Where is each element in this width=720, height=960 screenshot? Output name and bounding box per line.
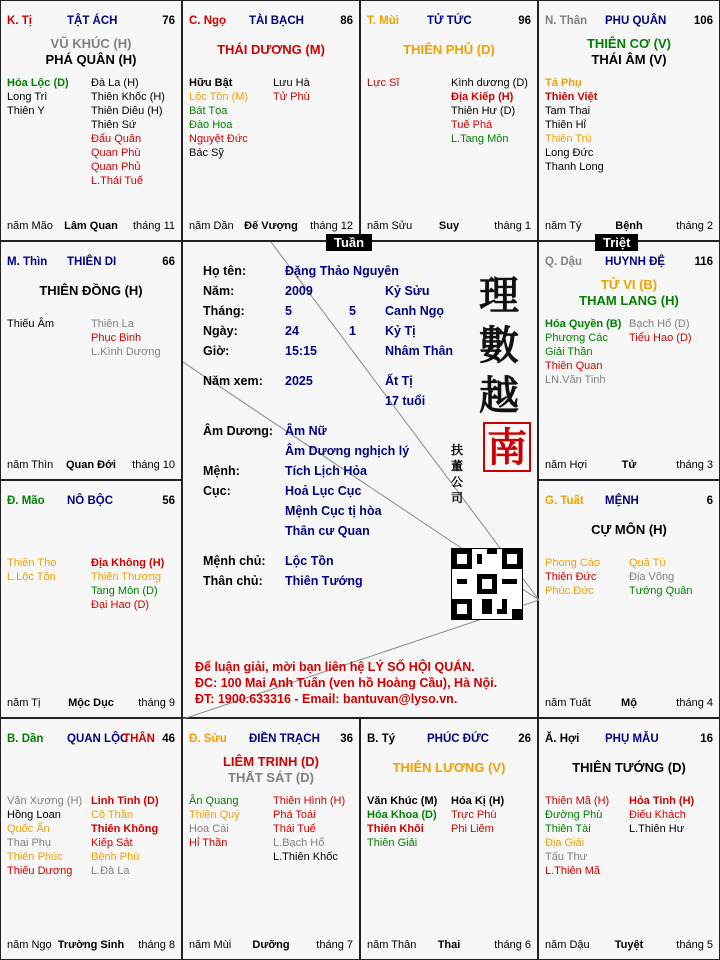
footer-year: năm Tý bbox=[545, 220, 582, 232]
palace-cell[interactable] bbox=[538, 718, 720, 960]
palace-house: TÀI BẠCH bbox=[249, 15, 304, 27]
palace-number: 46 bbox=[162, 733, 175, 745]
name-label: Họ tên: bbox=[203, 264, 247, 278]
menhchu-label: Mệnh chủ: bbox=[203, 554, 266, 568]
star-item: Thiên Thương bbox=[91, 571, 162, 583]
footer-stage: Trường Sinh bbox=[57, 939, 125, 951]
star-item: Tuế Phá bbox=[451, 119, 493, 131]
star-item: Thiên Hư (D) bbox=[451, 105, 516, 117]
star-item: Quan Phù bbox=[91, 147, 141, 159]
star-list-left bbox=[367, 794, 437, 850]
amduong-label: Âm Dương: bbox=[203, 424, 274, 438]
seal-small-text: 扶董公司 bbox=[451, 443, 464, 505]
name-value: Đặng Thảo Nguyên bbox=[285, 264, 399, 278]
palace-house: TẬT ÁCH bbox=[67, 15, 118, 27]
footer-stage: Suy bbox=[438, 220, 460, 232]
star-list-left bbox=[7, 317, 54, 331]
footer-stage: Tuyệt bbox=[614, 939, 644, 951]
star-item: Đường Phù bbox=[545, 809, 603, 821]
palace-house: PHU QUÂN bbox=[605, 15, 667, 27]
star-item: Văn Xương (H) bbox=[7, 795, 83, 807]
palace-header bbox=[367, 733, 531, 747]
contact-line-2: ĐC: 100 Mai Anh Tuấn (ven hồ Hoàng Cầu), Hà Nội. bbox=[195, 676, 498, 690]
palace-footer bbox=[367, 218, 531, 232]
star-item: L.Đà La bbox=[91, 865, 130, 877]
star-item: Thiên Khôi bbox=[367, 823, 424, 835]
qr-code-graphic bbox=[452, 549, 522, 619]
star-list-left bbox=[189, 76, 248, 160]
star-item: Bạch Hổ (D) bbox=[629, 318, 690, 330]
amduong-note: Âm Dương nghịch lý bbox=[285, 444, 410, 458]
palace-cell[interactable] bbox=[538, 0, 720, 241]
star-item: Phượng Các bbox=[545, 332, 608, 344]
star-item: Địa Giải bbox=[545, 837, 585, 849]
star-item: Thiên Hỉ bbox=[545, 119, 586, 131]
star-item: Linh Tinh (D) bbox=[91, 795, 159, 807]
footer-month: tháng 8 bbox=[138, 939, 175, 951]
star-list-left bbox=[7, 556, 56, 584]
palace-branch: Ă. Hợi bbox=[545, 733, 580, 745]
qr-code-icon[interactable] bbox=[451, 548, 523, 620]
palace-number: 106 bbox=[693, 15, 713, 27]
star-list-left bbox=[367, 76, 399, 90]
star-item: Thiên Quan bbox=[545, 360, 603, 372]
palace-house: THIÊN DI bbox=[67, 256, 117, 268]
main-star: THIÊN LƯƠNG (V) bbox=[392, 760, 506, 775]
palace-footer bbox=[7, 457, 175, 471]
footer-year: năm Thìn bbox=[7, 459, 54, 471]
month-value: 5 bbox=[285, 304, 292, 318]
palace-number: 66 bbox=[162, 256, 175, 268]
star-item: Thiên Khốc (H) bbox=[91, 91, 165, 103]
day-value: 24 bbox=[285, 324, 299, 338]
than-cu: Thân cư Quan bbox=[285, 524, 370, 538]
palace-header bbox=[545, 256, 713, 270]
palace-branch: N. Thân bbox=[545, 15, 588, 27]
star-item: Phúc Đức bbox=[545, 585, 594, 597]
star-item: Thiên Hình (H) bbox=[273, 795, 346, 807]
main-star: CỰ MÔN (H) bbox=[591, 522, 667, 537]
star-item: Địa Không (H) bbox=[91, 557, 165, 569]
palace-header bbox=[545, 495, 713, 509]
palace-cell[interactable] bbox=[0, 241, 182, 480]
star-list-left bbox=[7, 76, 69, 118]
palace-number: 6 bbox=[706, 495, 713, 507]
view-year-value: 2025 bbox=[285, 374, 313, 388]
contact-line-1: Để luận giải, mời bạn liên hệ LÝ SỐ HỘI QUÁN. bbox=[195, 660, 475, 674]
star-item: Phong Cáo bbox=[545, 557, 601, 569]
star-list-right bbox=[91, 317, 161, 359]
main-star: THÁI ÂM (V) bbox=[591, 52, 667, 67]
palace-branch: Đ. Mão bbox=[7, 495, 45, 507]
footer-month: tháng 5 bbox=[676, 939, 713, 951]
palace-footer bbox=[7, 937, 175, 951]
palace-number: 116 bbox=[694, 256, 713, 268]
star-list-right bbox=[451, 794, 504, 836]
palace-footer bbox=[189, 218, 353, 232]
footer-year: năm Thân bbox=[367, 939, 417, 951]
palace-cell[interactable] bbox=[538, 241, 720, 480]
palace-branch: B. Dần bbox=[7, 733, 44, 745]
footer-year: năm Tuất bbox=[545, 697, 591, 709]
star-item: L.Thiên Mã bbox=[545, 865, 601, 877]
star-item: Văn Khúc (M) bbox=[367, 795, 438, 807]
star-item: Kiếp Sát bbox=[91, 837, 133, 849]
palace-branch: B. Tý bbox=[367, 733, 396, 745]
palace-footer bbox=[189, 937, 353, 951]
star-item: Thiên Thọ bbox=[7, 557, 57, 569]
footer-month: tháng 10 bbox=[132, 459, 175, 471]
thanchu-label: Thân chủ: bbox=[203, 574, 263, 588]
main-star: THIÊN CƠ (V) bbox=[586, 36, 672, 51]
footer-month: tháng 7 bbox=[316, 939, 353, 951]
footer-year: năm Dần bbox=[189, 220, 234, 232]
amduong-value: Âm Nữ bbox=[285, 424, 327, 438]
star-item: Lộc Tồn (M) bbox=[189, 91, 249, 103]
palace-number: 16 bbox=[700, 733, 713, 745]
palace-footer bbox=[367, 937, 531, 951]
star-list-right bbox=[91, 556, 164, 612]
main-star: VŨ KHÚC (H) bbox=[50, 36, 132, 51]
year-can: Kỷ Sửu bbox=[385, 284, 430, 298]
star-item: Địa Võng bbox=[629, 571, 675, 583]
footer-stage: Quan Đới bbox=[66, 459, 116, 471]
footer-stage: Bệnh bbox=[615, 220, 643, 232]
palace-footer bbox=[545, 937, 713, 951]
star-item: Cô Thần bbox=[91, 809, 133, 821]
palace-header bbox=[7, 495, 175, 509]
star-item: L.Thiên Hư bbox=[629, 823, 685, 835]
star-item: Hóa Lộc (D) bbox=[7, 77, 69, 89]
year-value: 2009 bbox=[285, 284, 313, 298]
star-item: Bệnh Phù bbox=[91, 851, 140, 863]
palace-header bbox=[189, 733, 353, 747]
tuan-tag: Tuần bbox=[326, 234, 372, 251]
star-item: Ân Quang bbox=[189, 795, 239, 807]
palace-header bbox=[367, 15, 531, 29]
palace-cell[interactable] bbox=[360, 718, 538, 960]
star-item: Nguyệt Đức bbox=[189, 133, 248, 145]
footer-stage: Đế Vượng bbox=[244, 220, 298, 232]
star-item: Thai Phụ bbox=[7, 837, 52, 849]
view-year-label: Năm xem: bbox=[203, 374, 263, 388]
star-item: Bát Tọa bbox=[189, 105, 228, 117]
star-list-right bbox=[629, 794, 694, 836]
star-item: Tả Phụ bbox=[545, 77, 582, 89]
main-star: PHÁ QUÂN (H) bbox=[45, 52, 137, 67]
star-item: Tử Phù bbox=[273, 91, 310, 103]
palace-cell[interactable] bbox=[0, 718, 182, 960]
star-item: Thiên Y bbox=[7, 105, 45, 117]
star-item: Đẩu Quân bbox=[91, 133, 142, 145]
main-star: THẤT SÁT (D) bbox=[228, 770, 314, 785]
palace-house: HUYNH ĐỆ bbox=[605, 256, 666, 268]
palace-cell[interactable] bbox=[538, 480, 720, 718]
footer-stage: Thai bbox=[437, 939, 461, 951]
star-item: LN.Văn Tinh bbox=[545, 374, 606, 386]
star-item: Thiên Đức bbox=[545, 571, 597, 583]
palace-branch: G. Tuất bbox=[545, 495, 584, 507]
star-item: Lưu Hà bbox=[273, 77, 310, 89]
footer-month: tháng 6 bbox=[494, 939, 531, 951]
star-item: Phá Toái bbox=[273, 809, 316, 821]
footer-year: năm Mão bbox=[7, 220, 53, 232]
star-list-left bbox=[189, 794, 240, 850]
palace-number: 76 bbox=[162, 15, 175, 27]
star-item: Hóa Quyền (B) bbox=[545, 318, 622, 330]
star-list-left bbox=[545, 794, 609, 878]
hour-value: 15:15 bbox=[285, 344, 317, 358]
age-value: 17 tuổi bbox=[385, 394, 426, 408]
star-item: Thiên Quý bbox=[189, 809, 240, 821]
triet-tag: Triệt bbox=[595, 234, 638, 251]
cuc-label: Cục: bbox=[203, 484, 231, 498]
main-star: LIÊM TRINH (D) bbox=[222, 754, 320, 769]
star-item: Thiên Việt bbox=[545, 91, 598, 103]
star-item: Hóa Khoa (D) bbox=[367, 809, 437, 821]
palace-house: PHỤ MẪU bbox=[605, 733, 659, 745]
palace-cell[interactable] bbox=[360, 0, 538, 241]
palace-number: 56 bbox=[162, 495, 175, 507]
palace-footer bbox=[7, 218, 175, 232]
star-item: L.Tang Môn bbox=[451, 133, 509, 145]
star-item: Hồng Loan bbox=[7, 809, 61, 821]
star-item: Quốc Ấn bbox=[7, 823, 50, 835]
star-list-right bbox=[273, 76, 310, 104]
hour-can: Nhâm Thân bbox=[385, 344, 454, 358]
star-item: Hoa Cái bbox=[189, 823, 229, 835]
palace-number: 36 bbox=[340, 733, 353, 745]
palace-house: NÔ BỘC bbox=[67, 495, 113, 507]
year-label: Năm: bbox=[203, 284, 235, 298]
seal-char-4: 南 bbox=[483, 422, 531, 472]
star-item: Điếu Khách bbox=[629, 809, 686, 821]
main-star: THAM LANG (H) bbox=[579, 293, 679, 308]
palace-branch: Q. Dậu bbox=[545, 256, 583, 268]
star-item: Hữu Bật bbox=[189, 77, 233, 89]
day-can: Kỷ Tị bbox=[385, 324, 416, 338]
star-item: Lực Sĩ bbox=[367, 77, 400, 89]
day-lunar: 1 bbox=[349, 324, 356, 338]
day-label: Ngày: bbox=[203, 324, 238, 338]
star-item: Bác Sỹ bbox=[189, 147, 224, 159]
palace-number: 86 bbox=[340, 15, 353, 27]
contact-line-3: ĐT: 1900.633316 - Email: bantuvan@lyso.vn. bbox=[195, 692, 458, 706]
seal-char-2: 數 bbox=[479, 322, 519, 369]
palace-house: TỬ TỨC bbox=[427, 15, 472, 27]
footer-stage: Tử bbox=[621, 459, 637, 471]
cuc-note: Mệnh Cục tị hòa bbox=[285, 504, 382, 518]
star-list-right bbox=[273, 794, 345, 864]
footer-stage: Dưỡng bbox=[252, 939, 290, 951]
footer-month: tháng 2 bbox=[676, 220, 713, 232]
star-item: Tam Thai bbox=[545, 105, 591, 117]
palace-branch: C. Ngọ bbox=[189, 15, 227, 27]
footer-year: năm Hợi bbox=[545, 459, 588, 471]
star-item: Phi Liêm bbox=[451, 823, 494, 835]
footer-month: tháng 11 bbox=[132, 220, 175, 232]
footer-stage: Lâm Quan bbox=[64, 220, 118, 232]
star-item: Thái Tuế bbox=[273, 823, 316, 835]
menh-label: Mệnh: bbox=[203, 464, 240, 478]
footer-year: năm Tị bbox=[7, 697, 41, 709]
star-item: L.Bạch Hổ bbox=[273, 837, 325, 849]
star-item: Thiếu Dương bbox=[7, 865, 73, 877]
star-item: Thiên Giải bbox=[367, 837, 418, 849]
star-item: Phục Binh bbox=[91, 332, 142, 344]
star-item: Thiên Mã (H) bbox=[545, 795, 610, 807]
month-can: Canh Ngọ bbox=[385, 304, 445, 318]
palace-header bbox=[7, 256, 175, 270]
star-list-right bbox=[629, 556, 693, 598]
palace-footer bbox=[545, 457, 713, 471]
footer-stage: Mộc Dục bbox=[68, 697, 114, 709]
star-item: Thiên Phúc bbox=[7, 851, 63, 863]
main-star: TỬ VI (B) bbox=[600, 277, 658, 292]
palace-house: QUAN LỘC bbox=[67, 733, 129, 745]
footer-stage: Mộ bbox=[621, 697, 637, 709]
star-item: Thiếu Âm bbox=[7, 318, 55, 330]
main-star: THÁI DƯƠNG (M) bbox=[217, 42, 325, 57]
menh-value: Tích Lịch Hỏa bbox=[285, 464, 367, 478]
star-list-left bbox=[545, 556, 600, 598]
seal-char-1: 理 bbox=[479, 272, 519, 319]
seal-char-3: 越 bbox=[479, 372, 519, 419]
thanchu-value: Thiên Tướng bbox=[285, 574, 363, 588]
palace-than-marker: THÂN bbox=[123, 733, 155, 745]
footer-month: tháng 4 bbox=[676, 697, 713, 709]
star-item: Long Trì bbox=[7, 91, 48, 103]
star-item: Tiểu Hao (D) bbox=[629, 332, 692, 344]
star-item: Long Đức bbox=[545, 147, 594, 159]
palace-footer bbox=[7, 695, 175, 709]
star-item: Kình dương (D) bbox=[451, 77, 528, 89]
star-item: L.Lộc Tồn bbox=[7, 571, 56, 583]
star-item: Địa Kiếp (H) bbox=[451, 91, 514, 103]
star-item: Tang Môn (D) bbox=[91, 585, 158, 597]
month-lunar: 5 bbox=[349, 304, 356, 318]
star-item: Quả Tú bbox=[629, 557, 666, 569]
month-label: Tháng: bbox=[203, 304, 245, 318]
star-item: Thiên Tài bbox=[545, 823, 591, 835]
center-info-panel bbox=[182, 241, 538, 718]
star-item: Hóa Kị (H) bbox=[451, 795, 505, 807]
footer-year: năm Mùi bbox=[189, 939, 232, 951]
footer-month: tháng 9 bbox=[138, 697, 175, 709]
palace-house: PHÚC ĐỨC bbox=[427, 733, 489, 745]
footer-year: năm Dậu bbox=[545, 939, 590, 951]
palace-footer bbox=[545, 218, 713, 232]
star-item: Quan Phủ bbox=[91, 161, 141, 173]
star-list-right bbox=[451, 76, 528, 146]
star-list-left bbox=[545, 76, 604, 174]
palace-branch: T. Mùi bbox=[367, 15, 399, 27]
palace-branch: Đ. Sửu bbox=[189, 733, 227, 745]
palace-cell[interactable] bbox=[0, 480, 182, 718]
star-list-right bbox=[629, 317, 692, 345]
palace-footer bbox=[545, 695, 713, 709]
star-item: Giải Thần bbox=[545, 346, 593, 358]
star-item: Tấu Thư bbox=[545, 851, 588, 863]
star-item: L.Kình Dương bbox=[91, 346, 161, 358]
palace-header bbox=[7, 15, 175, 29]
palace-number: 96 bbox=[518, 15, 531, 27]
star-item: L.Thiên Khốc bbox=[273, 851, 338, 863]
hour-label: Giờ: bbox=[203, 344, 230, 358]
main-star: THIÊN PHỦ (D) bbox=[403, 42, 495, 57]
palace-branch: K. Tị bbox=[7, 15, 32, 27]
palace-branch: M. Thìn bbox=[7, 256, 48, 268]
menhchu-value: Lộc Tồn bbox=[285, 554, 334, 568]
star-item: L.Thái Tuế bbox=[91, 175, 143, 187]
star-item: Thanh Long bbox=[545, 161, 604, 173]
star-item: Thiên La bbox=[91, 318, 134, 330]
palace-house: MỆNH bbox=[605, 495, 639, 507]
star-item: Thiên Sứ bbox=[91, 119, 137, 131]
star-item: Thiên Trù bbox=[545, 133, 592, 145]
star-item: Tướng Quân bbox=[629, 585, 693, 597]
star-item: Đào Hoa bbox=[189, 119, 233, 131]
palace-cell[interactable] bbox=[0, 0, 182, 241]
star-list-right bbox=[91, 794, 159, 878]
palace-house: ĐIỀN TRẠCH bbox=[249, 733, 320, 745]
main-star: THIÊN TƯỚNG (D) bbox=[572, 760, 686, 775]
footer-month: tháng 1 bbox=[494, 220, 531, 232]
footer-year: năm Sửu bbox=[367, 220, 413, 232]
palace-header bbox=[7, 733, 175, 747]
palace-cell[interactable] bbox=[182, 0, 360, 241]
footer-year: năm Ngọ bbox=[7, 939, 52, 951]
star-item: Trực Phù bbox=[451, 809, 497, 821]
star-item: Đại Hao (D) bbox=[91, 599, 150, 611]
star-list-right bbox=[91, 76, 165, 188]
footer-month: tháng 3 bbox=[676, 459, 713, 471]
star-item: Thiên Không bbox=[91, 823, 159, 835]
palace-header bbox=[545, 733, 713, 747]
star-item: Thiên Diêu (H) bbox=[91, 105, 163, 117]
palace-header bbox=[545, 15, 713, 29]
palace-cell[interactable] bbox=[182, 718, 360, 960]
palace-header bbox=[189, 15, 353, 29]
star-list-left bbox=[545, 317, 621, 387]
main-star: THIÊN ĐỒNG (H) bbox=[39, 283, 143, 298]
cuc-value: Hoả Lục Cục bbox=[285, 484, 362, 498]
footer-month: tháng 12 bbox=[310, 220, 353, 232]
star-item: Đà La (H) bbox=[91, 77, 139, 89]
star-list-left bbox=[7, 794, 82, 878]
view-year-can: Ất Tị bbox=[385, 374, 413, 388]
palace-number: 26 bbox=[518, 733, 531, 745]
star-item: Hỉ Thần bbox=[189, 837, 228, 849]
star-item: Hỏa Tinh (H) bbox=[629, 795, 695, 807]
